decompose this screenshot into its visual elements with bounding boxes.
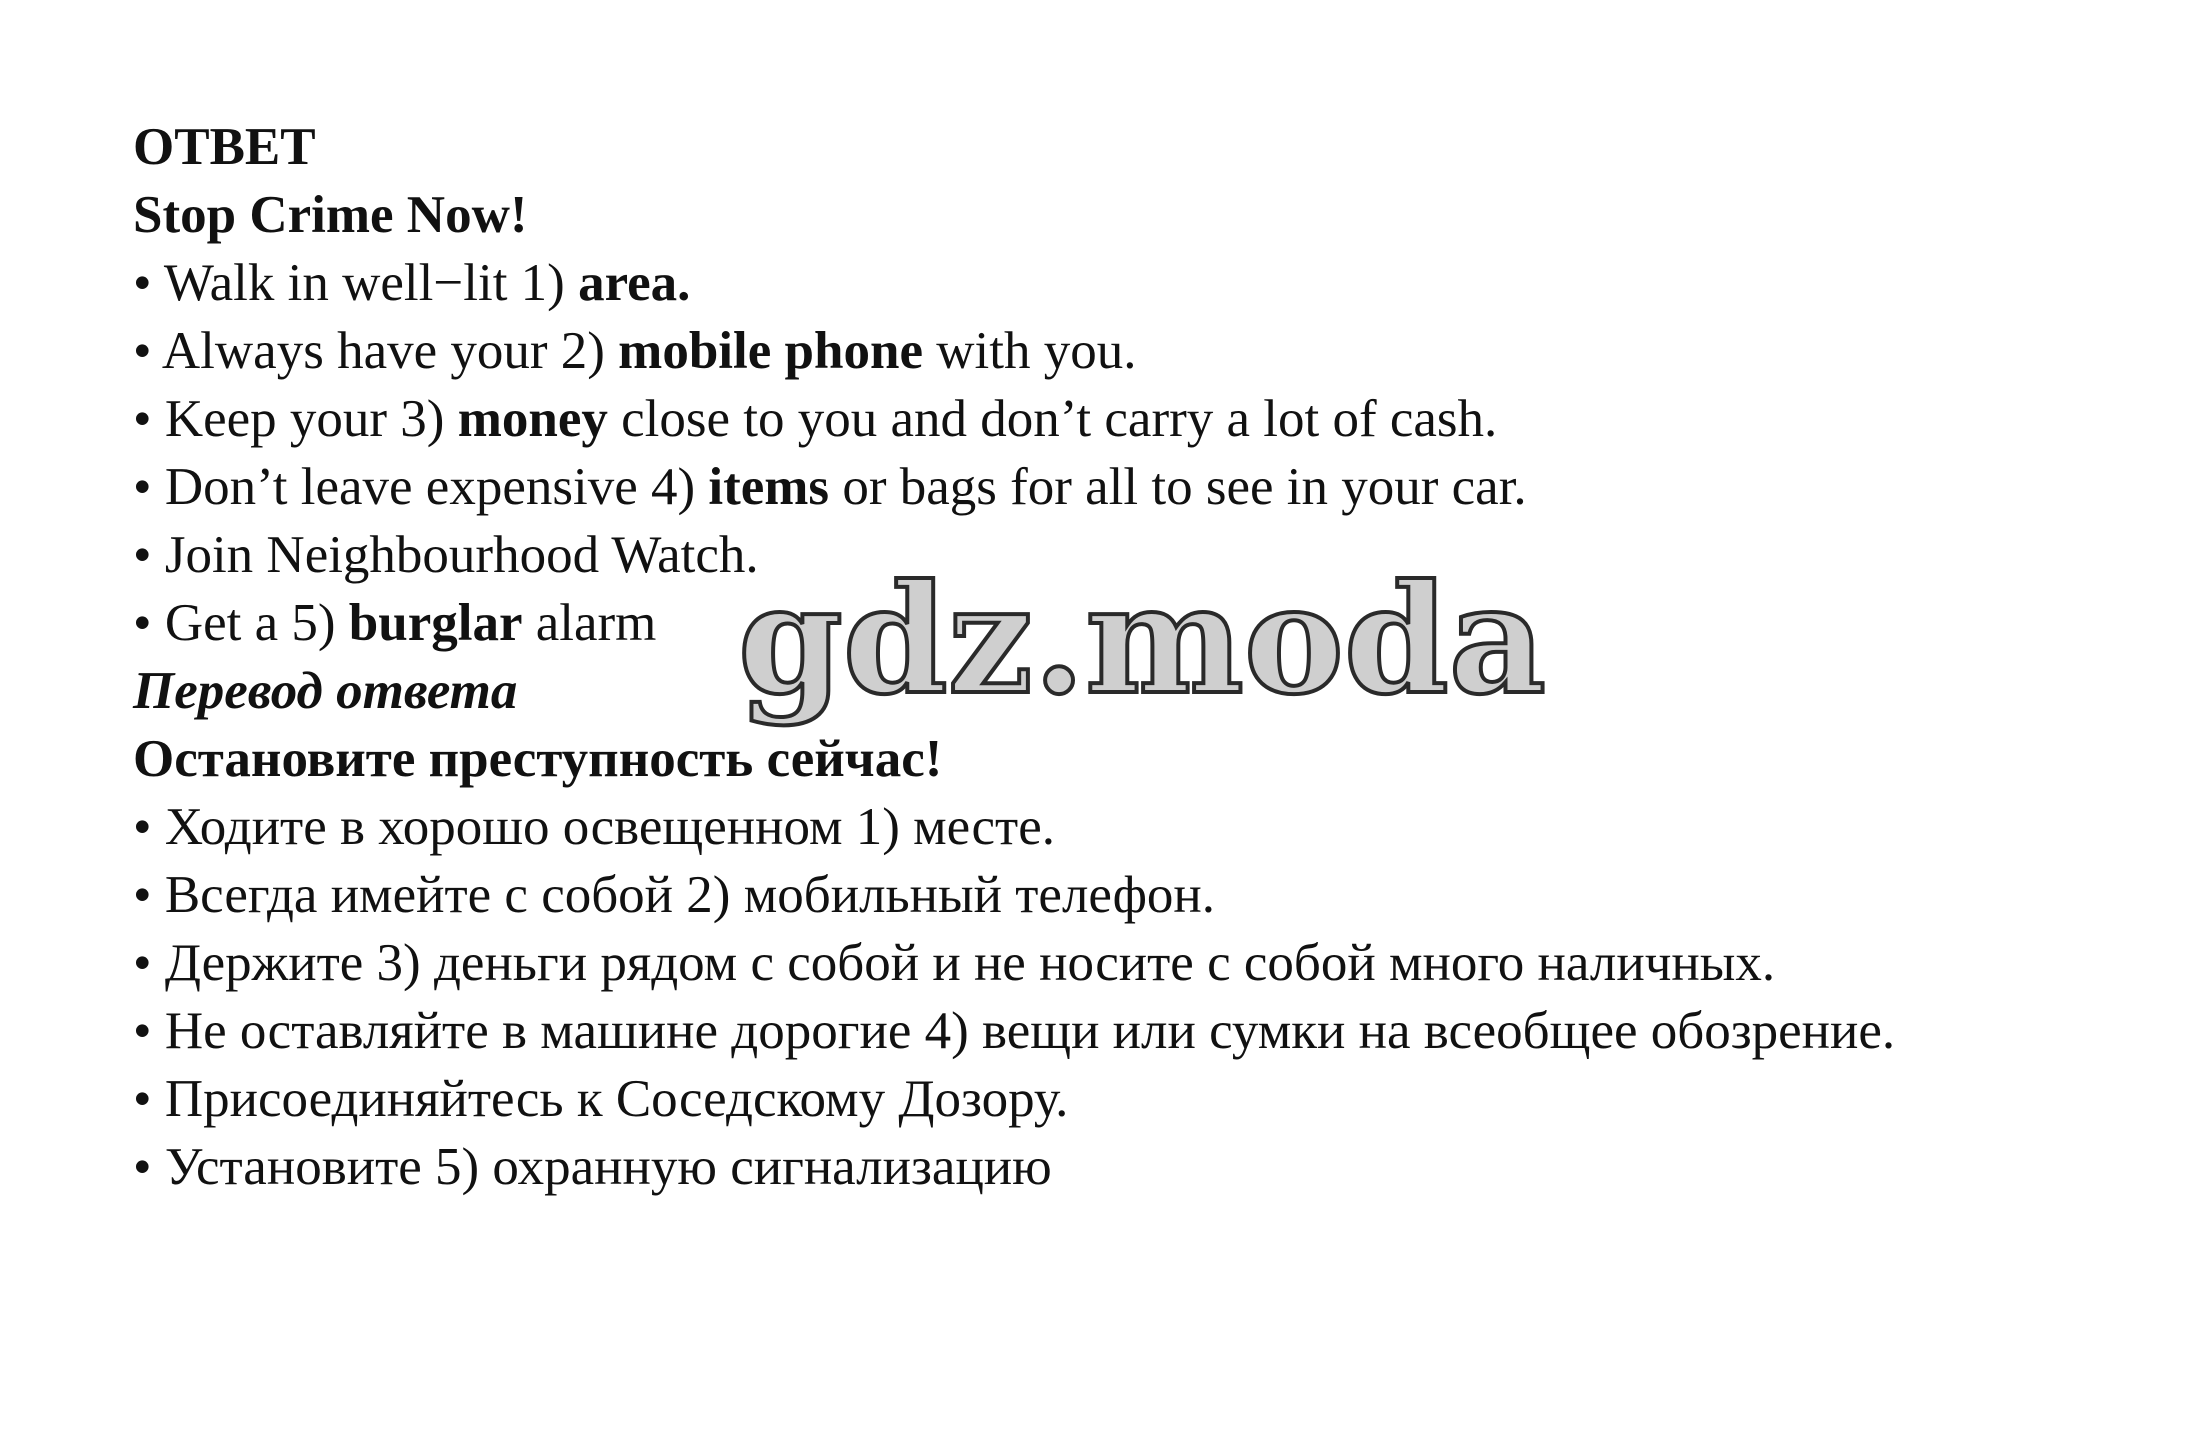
bullet: • xyxy=(133,458,152,516)
bullet: • xyxy=(133,254,152,312)
english-title: Stop Crime Now! xyxy=(133,186,528,244)
english-item-1: • Walk in well−lit 1) area. xyxy=(133,254,691,312)
english-item-6: • Get a 5) burglar alarm xyxy=(133,594,657,652)
watermark-text: gdz.moda xyxy=(738,552,1547,728)
bullet: • xyxy=(133,1002,152,1060)
bullet: • xyxy=(133,1138,152,1196)
english-item-5: • Join Neighbourhood Watch. xyxy=(133,526,759,584)
answer-label: ОТВЕТ xyxy=(133,118,316,176)
english-item-4: • Don’t leave expensive 4) items or bags for all to see in your car. xyxy=(133,458,1527,516)
bullet: • xyxy=(133,866,152,924)
russian-item-4: • Не оставляйте в машине дорогие 4) вещи или сумки на всеобщее обозрение. xyxy=(133,1002,1896,1060)
russian-item-2: • Всегда имейте с собой 2) мобильный телефон. xyxy=(133,866,1216,924)
watermark-logo xyxy=(730,552,1547,730)
russian-title: Остановите преступность сейчас! xyxy=(133,730,943,788)
bullet: • xyxy=(133,594,152,652)
bullet: • xyxy=(133,798,152,856)
russian-item-6: • Установите 5) охранную сигнализацию xyxy=(133,1138,1052,1196)
translation-label: Перевод ответа xyxy=(133,662,518,720)
bullet: • xyxy=(133,934,152,992)
bullet: • xyxy=(133,526,152,584)
english-item-2: • Always have your 2) mobile phone with you. xyxy=(133,322,1137,380)
bullet: • xyxy=(133,322,152,380)
russian-item-1: • Ходите в хорошо освещенном 1) месте. xyxy=(133,798,1055,856)
bullet: • xyxy=(133,390,152,448)
bullet: • xyxy=(133,1070,152,1128)
russian-item-3: • Держите 3) деньги рядом с собой и не носите с собой много наличных. xyxy=(133,934,1776,992)
english-item-3: • Keep your 3) money close to you and don’t carry a lot of cash. xyxy=(133,390,1498,448)
russian-item-5: • Присоединяйтесь к Соседскому Дозору. xyxy=(133,1070,1069,1128)
